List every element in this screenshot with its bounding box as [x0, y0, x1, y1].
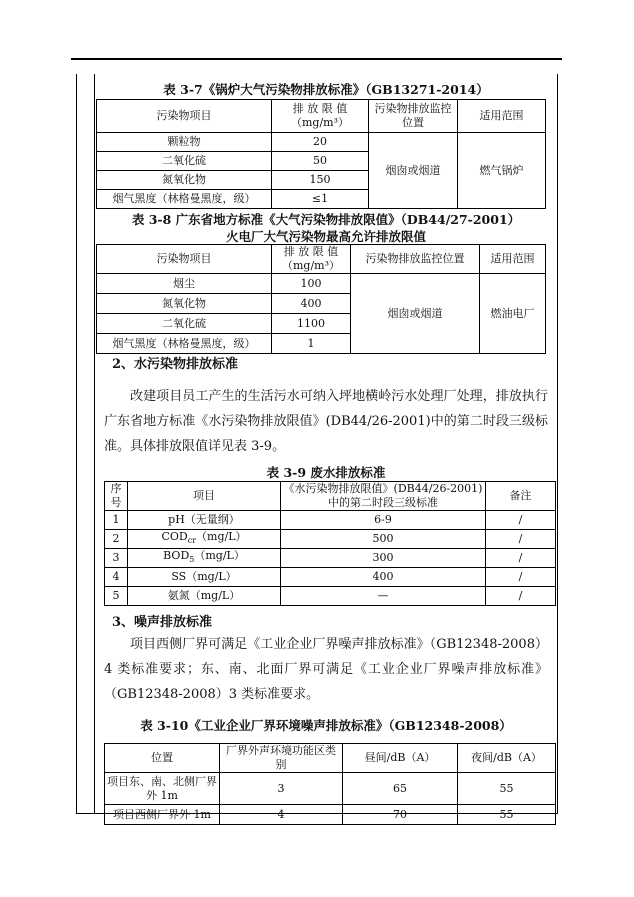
item-subscript: cr [187, 536, 197, 546]
table-cell [128, 530, 281, 549]
section-3-title: 3、噪声排放标准 [112, 615, 213, 630]
table-cell: 烟气黑度（林格曼黑度，级） [97, 334, 272, 354]
header-cell: 位置 [105, 744, 220, 773]
table-cell: — [281, 587, 486, 606]
header-cell: 夜间/dB（A） [458, 744, 556, 773]
table-cell: 1100 [272, 314, 351, 334]
table-3-8 [96, 244, 546, 354]
table-cell: 燃油电厂 [480, 274, 546, 354]
table-cell: 氮氧化物 [97, 294, 272, 314]
table-cell: 烟尘 [97, 274, 272, 294]
table-3-9-caption: 表 3-9 废水排放标准 [266, 465, 386, 480]
table-cell: / [486, 511, 556, 530]
table-cell: 项目西侧厂界外 1m [105, 805, 220, 825]
table-cell: 400 [272, 294, 351, 314]
table-cell: 55 [458, 773, 556, 805]
table-cell: 烟囱或烟道 [351, 274, 480, 354]
table-cell: ≤1 [272, 190, 369, 209]
table-cell: 20 [272, 133, 369, 152]
table-cell: 3 [105, 549, 128, 568]
table-cell: 二氧化硫 [97, 314, 272, 334]
table-cell: 1 [105, 511, 128, 530]
table-cell: 氮氧化物 [97, 171, 272, 190]
table-cell: 烟气黑度（林格曼黑度，级） [97, 190, 272, 209]
section-2-paragraph: 改建项目员工产生的生活污水可纳入坪地横岭污水处理厂处理，排放执行广东省地方标准《水污染物排放限值》(DB44/26-2001)中的第二时段三级标准。具体排放限值详见表 3-9。 [104, 389, 548, 454]
header-rule [71, 58, 562, 60]
table-cell: 1 [272, 334, 351, 354]
header-cell: 序号 [105, 482, 128, 511]
header-cell: 污染物排放监控位置 [351, 245, 480, 274]
table-cell: 6-9 [281, 511, 486, 530]
item-text: COD [161, 530, 188, 543]
section-3-paragraph: 项目西侧厂界可满足《工业企业厂界噪声排放标准》（GB12348-2008）4 类标准要求；东、南、北面厂界可满足《工业企业厂界噪声排放标准》（GB12348-2008）3 类标准要求。 [104, 637, 548, 702]
table-cell: 500 [281, 530, 486, 549]
table-cell: 二氧化硫 [97, 152, 272, 171]
table-cell: 55 [458, 805, 556, 825]
table-cell: / [486, 568, 556, 587]
header-cell: 项目 [128, 482, 281, 511]
header-cell: 备注 [486, 482, 556, 511]
table-3-7 [96, 99, 546, 209]
header-cell: 污染物项目 [97, 245, 272, 274]
table-cell: 150 [272, 171, 369, 190]
table-cell [128, 549, 281, 568]
table-cell: 4 [220, 805, 343, 825]
table-cell: 项目东、南、北侧厂界外 1m [105, 773, 220, 805]
table-cell: 300 [281, 549, 486, 568]
table-cell: 2 [105, 530, 128, 549]
table-cell: SS（mg/L） [128, 568, 281, 587]
table-cell: / [486, 530, 556, 549]
table-3-8-caption: 表 3-8 广东省地方标准《大气污染物排放限值》（DB44/27-2001） [131, 212, 521, 227]
table-cell: 3 [220, 773, 343, 805]
table-cell: 5 [105, 587, 128, 606]
item-text: BOD [163, 549, 190, 563]
table-cell: 氨氮（mg/L） [128, 587, 281, 606]
table-cell: 70 [343, 805, 458, 825]
header-cell: 昼间/dB（A） [343, 744, 458, 773]
header-cell: 污染物项目 [97, 100, 272, 133]
table-3-7-caption: 表 3-7《锅炉大气污染物排放标准》（GB13271-2014） [163, 82, 489, 97]
table-cell: 烟囱或烟道 [369, 133, 458, 209]
table-cell: 100 [272, 274, 351, 294]
section-2-title: 2、水污染物排放标准 [112, 357, 239, 372]
table-cell: pH（无量纲） [128, 511, 281, 530]
table-cell: 400 [281, 568, 486, 587]
table-3-8-subcaption: 火电厂大气污染物最高允许排放限值 [225, 229, 426, 244]
header-cell: 排 放 限 值（mg/m³） [272, 100, 369, 133]
table-cell: 颗粒物 [97, 133, 272, 152]
table-cell: 65 [343, 773, 458, 805]
header-cell: 《水污染物排放限值》(DB44/26-2001)中的第二时段三级标准 [281, 482, 486, 511]
header-cell: 适用范围 [458, 100, 546, 133]
header-cell: 污染物排放监控位置 [369, 100, 458, 133]
table-3-10-caption: 表 3-10《工业企业厂界环境噪声排放标准》（GB12348-2008） [140, 718, 512, 733]
header-cell: 排 放 限 值（mg/m³） [272, 245, 351, 274]
item-unit: （mg/L） [196, 530, 247, 543]
table-cell: 燃气锅炉 [458, 133, 546, 209]
table-3-9 [104, 481, 556, 606]
header-cell: 厂界外声环境功能区类别 [220, 744, 343, 773]
item-subscript: 5 [189, 555, 195, 565]
item-unit: （mg/L） [194, 549, 245, 563]
table-cell: / [486, 587, 556, 606]
header-cell: 适用范围 [480, 245, 546, 274]
frame-left-column-line [94, 74, 95, 814]
table-cell: 4 [105, 568, 128, 587]
table-cell: 50 [272, 152, 369, 171]
table-cell: / [486, 549, 556, 568]
table-3-10 [104, 743, 556, 825]
